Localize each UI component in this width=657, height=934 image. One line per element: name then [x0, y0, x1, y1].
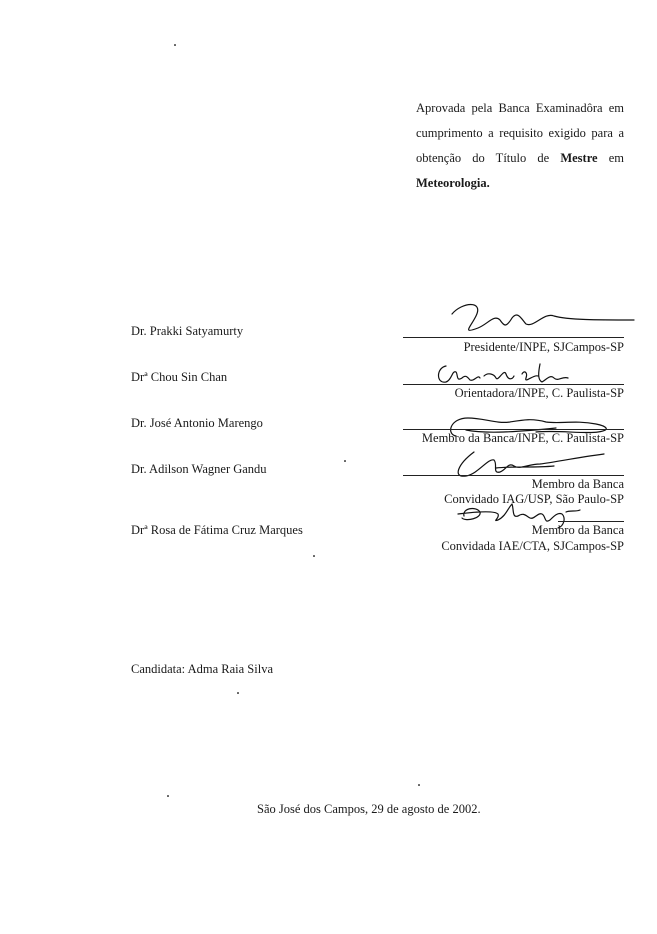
- signature-line-1: [403, 337, 624, 338]
- signature-1: [448, 298, 638, 338]
- scan-speck: [174, 44, 176, 46]
- scan-speck: [344, 460, 346, 462]
- member-role-3: Membro da Banca/INPE, C. Paulista-SP: [421, 431, 624, 445]
- scan-speck: [167, 795, 169, 797]
- signature-line-2: [403, 384, 624, 385]
- signature-line-3: [403, 429, 624, 430]
- approval-line-3-end: em: [597, 151, 624, 165]
- approval-statement: [416, 96, 624, 196]
- approval-line-2: cumprimento a requisito exigido para a: [416, 126, 624, 140]
- approval-line-3-text: obtenção do Título de: [416, 151, 561, 165]
- member-role-5b: Convidada IAE/CTA, SJCampos-SP: [441, 539, 624, 553]
- approval-line-4: [416, 171, 624, 196]
- member-name-1: Dr. Prakki Satyamurty: [131, 324, 244, 338]
- member-role-4a: Membro da Banca: [531, 477, 624, 491]
- member-name-5: Drª Rosa de Fátima Cruz Marques: [131, 523, 303, 537]
- degree-title: Mestre: [560, 151, 598, 165]
- approval-line-3: [416, 146, 624, 171]
- member-name-2: Drª Chou Sin Chan: [131, 370, 228, 384]
- candidate-name: Candidata: Adma Raia Silva: [131, 662, 273, 676]
- scan-speck: [418, 784, 420, 786]
- place-and-date: São José dos Campos, 29 de agosto de 2002.: [257, 802, 481, 816]
- member-role-1: Presidente/INPE, SJCampos-SP: [463, 340, 624, 354]
- member-role-4b: Convidado IAG/USP, São Paulo-SP: [444, 492, 624, 506]
- scan-speck: [313, 555, 315, 557]
- signature-line-5: [558, 521, 624, 522]
- member-name-4: Dr. Adilson Wagner Gandu: [131, 462, 267, 476]
- signature-line-4: [403, 475, 624, 476]
- scan-speck: [237, 692, 239, 694]
- program-name: Meteorologia.: [416, 176, 490, 190]
- member-role-2: Orientadora/INPE, C. Paulista-SP: [454, 386, 624, 400]
- member-role-5a: Membro da Banca: [531, 523, 624, 537]
- approval-line-1: Aprovada pela Banca Examinadôra em: [416, 101, 624, 115]
- member-name-3: Dr. José Antonio Marengo: [131, 416, 263, 430]
